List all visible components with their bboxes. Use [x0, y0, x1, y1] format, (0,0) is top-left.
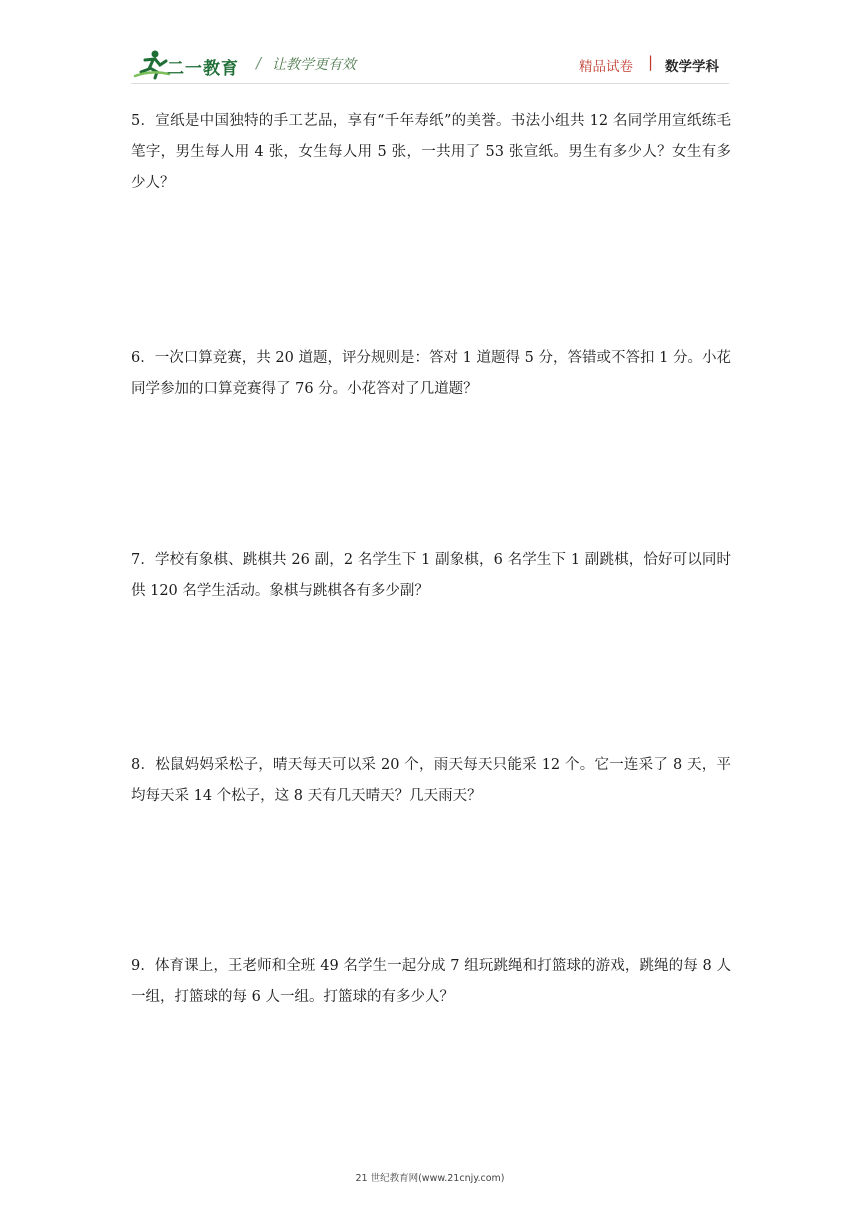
slogan-separator: /	[256, 54, 262, 72]
logo-text: 二一教育	[167, 59, 239, 79]
question-5: 5．宣纸是中国独特的手工艺品，享有“千年寿纸”的美誉。书法小组共 12 名同学用宣纸练毛笔字，男生每人用 4 张，女生每人用 5 张，一共用了 53 张宣纸。男生有多少人？女生有多少人？	[131, 113, 731, 191]
subject-label: 数学学科	[665, 59, 719, 75]
question-7: 7．学校有象棋、跳棋共 26 副，2 名学生下 1 副象棋，6 名学生下 1 副跳棋，恰好可以同时供 120 名学生活动。象棋与跳棋各有多少副？	[131, 552, 731, 599]
question-8: 8．松鼠妈妈采松子，晴天每天可以采 20 个，雨天每天只能采 12 个。它一连采了 8 天，平均每天采 14 个松子，这 8 天有几天晴天？几天雨天？	[131, 757, 731, 804]
page-footer[interactable]: 21 世纪教育网(www.21cnjy.com)	[355, 1173, 505, 1184]
page-header	[0, 0, 860, 90]
slogan: 让教学更有效	[272, 57, 356, 73]
header-divider	[131, 83, 729, 84]
brand-logo[interactable]	[133, 48, 249, 80]
answer-area-6[interactable]	[131, 410, 731, 520]
quality-badge: 精品试卷	[579, 59, 633, 75]
question-6: 6．一次口算竞赛，共 20 道题，评分规则是：答对 1 道题得 5 分，答错或不答扣 1 分。小花同学参加的口算竞赛得了 76 分。小花答对了几道题？	[131, 350, 731, 397]
answer-area-5[interactable]	[131, 205, 731, 315]
answer-area-9[interactable]	[131, 1018, 731, 1128]
question-9: 9．体育课上，王老师和全班 49 名学生一起分成 7 组玩跳绳和打篮球的游戏，跳绳的每 8 人一组，打篮球的每 6 人一组。打篮球的有多少人？	[131, 958, 731, 1005]
answer-area-8[interactable]	[131, 817, 731, 927]
answer-area-7[interactable]	[131, 612, 731, 722]
badge-separator: |	[648, 53, 654, 71]
